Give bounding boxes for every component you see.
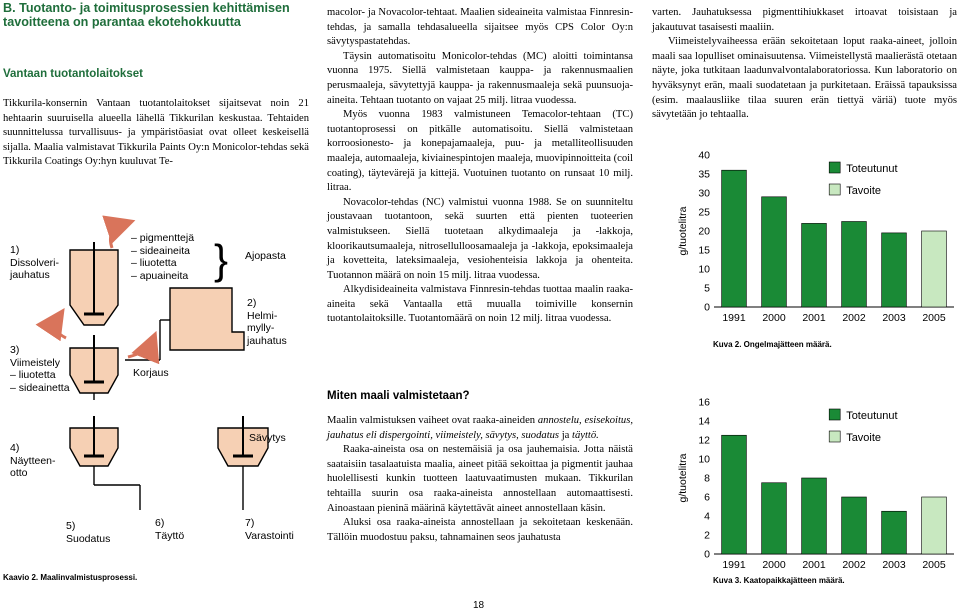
step-4-label: 4) Näytteen- otto [10,442,56,479]
bar-toteutunut [722,435,747,554]
x-tick-label: 2000 [762,559,786,571]
bar-tavoite [922,231,947,307]
legend-label: Toteutunut [846,410,898,422]
x-tick-label: 2003 [882,559,906,571]
y-tick-label: 8 [704,472,710,485]
paragraph: Alkydisideaineita valmistava Finnresin-tehdas tuottaa maalin raaka-aineita sekä Vantaalla että muualla toimiville konsernin tuotantolaitoksille. Tuotantomäärä on noin 12 milj. litraa vuodessa. [327,284,633,325]
text: täyttö. [572,429,599,441]
y-tick-label: 10 [698,453,710,466]
paragraph: Raaka-aineista osa on nestemäisiä ja osa jauhemaisia. Jotta näistä saataisiin tasalaatuista maalia, aineet pitää sekoittaa ja pigmentit jauhaa huolellisesti kunkin tuotteen laatuvaatimusten mukaan. Tikkurilan tehtailla suurin osa raaka-aineista annostellaan automaattisesti. Ainoastaan pieninä määrinä käytettävät aineet annostellaan käsin. [327,444,633,514]
legend-label: Tavoite [846,432,882,444]
bar-toteutunut [762,197,787,307]
middle-text-bottom [327,414,633,545]
x-tick-label: 2003 [882,312,906,324]
y-tick-label: 0 [704,548,710,561]
bar-toteutunut [762,483,787,554]
y-tick-label: 6 [704,491,710,504]
savytys-label: Sävytys [249,432,286,444]
paragraph: Täysin automatisoitu Monicolor-tehdas (MC) aloitti toimintansa vuonna 1975. Siellä valmistetaan kauppa- ja rakennusmaalien perusmaaleja, sävytettyjä kauppa- ja rakennusmaaleja sekä puunsuoja-aineita. Tehtaan tuotanto on vajaat 25 milj. litraa vuodessa. [327,50,633,106]
x-tick-label: 2001 [802,559,826,571]
bar-toteutunut [882,233,907,307]
y-tick-label: 4 [704,510,710,523]
paragraph: Myös vuonna 1983 valmistuneen Temacolor-tehtaan (TC) tuotantoprosessi on pitkälle automatisoitu. Siellä valmistetaan korroosionesto- ja konepajamaaleja, puu- ja metalliteollisuuden maaleja, automaaleja, kiviainespintojen maaleja, muovipinnoitteita (coil coating), täytevärejä ja kittejä. Vuotuinen tuotanto on runsaat 10 milj. litraa. [327,109,633,194]
step-2-label: 2) Helmi- mylly- jauhatus [247,297,287,347]
intro-paragraph: Tikkurila-konsernin Vantaan tuotantolaitokset sijaitsevat noin 21 hehtaarin suuruisella alueella lähellä Tikkurilan keskustaa. Tehtaiden suunnittelussa turvallisuus- ja ympäristöasiat ovat olleet keskeisellä sijalla. Maalia valmistavat Tikkurila Paints Oy:n Monicolor-tehdas sekä Tikkurila Coatings Oy:hyn kuuluvat Te- [3,98,309,168]
legend-label: Toteutunut [846,163,898,175]
right-text [652,6,957,123]
paragraph: Aluksi osa raaka-aineista annostellaan ja sekoitetaan keskenään. Tällöin muodostuu paksu, tahnamainen seos jauhatusta [327,517,633,543]
legend-swatch [829,184,840,195]
step-7-label: 7) Varastointi [245,517,294,542]
korjaus-label: Korjaus [133,367,169,379]
x-tick-label: 2005 [922,559,946,571]
text: Maalin valmistuksen vaiheet ovat raaka-aineiden [327,415,538,426]
legend-swatch [829,409,840,420]
y-tick-label: 20 [698,225,710,238]
bar-tavoite [922,497,947,554]
step-3-label: 3) Viimeistely – liuotetta – sideainetta [10,344,70,394]
legend-swatch [829,162,840,173]
y-tick-label: 12 [698,434,710,447]
chart-hazardous-waste [652,145,959,360]
bar-toteutunut [802,223,827,307]
y-axis-label: g/tuotelitra [677,453,689,503]
bead-mill [170,288,244,350]
x-tick-label: 2000 [762,312,786,324]
y-tick-label: 15 [698,244,710,257]
paragraph: Viimeistelyvaiheessa erään sekoitetaan loput raaka-aineet, jolloin maali saa lopulliset ominaisuutensa. Viimeistellystä maalierästä otetaan näyte, joka tutkitaan laadunvalvontalaboratoriossa. Kun laboratorio on hyväksynyt erän, maali suodatetaan ja purkitetaan. Eräissä tapauksissa (esim. maalausliike tilaa suuren erän tiettyä väriä) tuote myös sävytetään jo tehtaalla. [652,36,957,121]
paragraph: macolor- ja Novacolor-tehtaat. Maalien sideaineita valmistaa Finnresin-tehdas, ja samalla tehdasalueella sijaitsee myös CPS Color Oy:n sävytyspastatehdas. [327,7,633,48]
raw-material-list: – pigmenttejä – sideaineita – liuotetta – apuaineita [131,232,195,282]
bar-toteutunut [802,478,827,554]
middle-text-top [327,6,633,327]
x-tick-label: 2005 [922,312,946,324]
x-tick-label: 1991 [722,559,746,571]
x-tick-label: 2002 [842,312,866,324]
step-5-label: 5) Suodatus [66,520,111,545]
ajopasta-label: Ajopasta [245,250,286,262]
bar-toteutunut [882,511,907,554]
bar-toteutunut [722,170,747,307]
how-made-heading: Miten maali valmistetaan? [327,390,470,402]
chart-1-caption: Kuva 2. Ongelmajätteen määrä. [713,340,832,349]
y-tick-label: 30 [698,187,710,200]
section-heading: B. Tuotanto- ja toimitusprosessien kehittämisen tavoitteena on parantaa ekotehokkuutta [3,1,290,29]
y-tick-label: 25 [698,206,710,219]
svg-text:}: } [214,236,229,283]
paragraph [327,414,633,443]
page-number: 18 [473,600,485,611]
x-tick-label: 2001 [802,312,826,324]
subheading-vantaa: Vantaan tuotantolaitokset [3,68,143,80]
y-tick-label: 16 [698,396,710,409]
bar-toteutunut [842,497,867,554]
y-tick-label: 35 [698,168,710,181]
diagram-caption: Kaavio 2. Maalinvalmistusprosessi. [3,573,138,582]
legend-label: Tavoite [846,185,882,197]
chart-2-caption: Kuva 3. Kaatopaikkajätteen määrä. [713,576,845,585]
step-6-label: 6) Täyttö [155,517,185,542]
y-tick-label: 2 [704,529,710,542]
legend-swatch [829,431,840,442]
bar-toteutunut [842,222,867,308]
x-tick-label: 1991 [722,312,746,324]
text: annostelu, esisekoitus, jauhatus eli dispergointi, viimeistely, sävytys, suodatus [327,415,634,441]
x-tick-label: 2002 [842,559,866,571]
y-tick-label: 40 [698,149,710,162]
step-1-label: 1) Dissolveri- jauhatus [10,244,60,281]
y-tick-label: 14 [698,415,710,428]
chart-landfill-waste [652,390,959,590]
paragraph: varten. Jauhatuksessa pigmenttihiukkaset irtoavat toisistaan ja jakautuvat tasaisesti maaliin. [652,7,957,33]
y-axis-label: g/tuotelitra [677,206,689,256]
text: ja [559,429,573,441]
y-tick-label: 5 [704,282,710,295]
y-tick-label: 10 [698,263,710,276]
y-tick-label: 0 [704,301,710,314]
paragraph: Novacolor-tehdas (NC) valmistui vuonna 1988. Se on suunniteltu joustavaan tuotantoon, sekä suurten että pienten tuoteerien valmistukseen. Siellä tuotetaan alkydimaaleja ja -lakkoja, kloorikautsumaaleja, nitrosellulloosamaaleja ja -lakkoja, epoksimaaleja ja kovetteita, lateksimaaleja, vesiohenteisia lakkoja ja ohenteita. Tuotannon määrä on noin 15 milj. litraa vuodessa. [327,196,633,281]
